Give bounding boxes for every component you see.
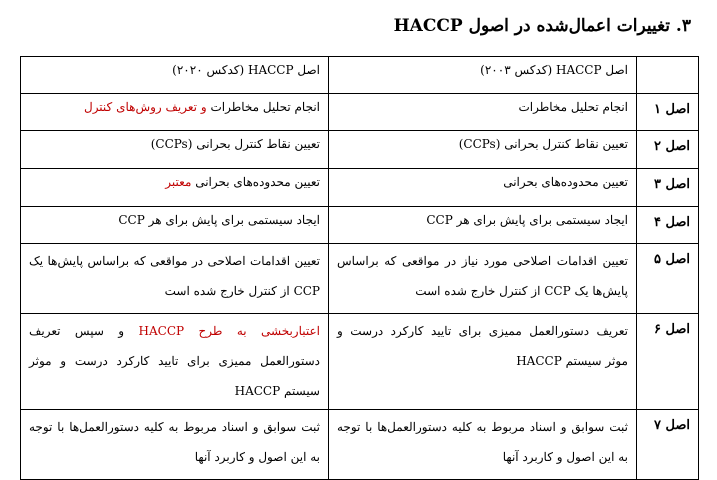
table-header-row [21, 57, 699, 94]
table-row [21, 314, 699, 410]
plain-text: انجام تحلیل مخاطرات [206, 100, 320, 114]
codex-2020-cell [21, 314, 329, 410]
codex-2003-cell: ثبت سوابق و اسناد مربوط به کلیه دستورالعمل‌ها با توجه به این اصول و کاربرد آنها [329, 410, 637, 480]
table-row [21, 207, 699, 244]
plain-text: تعیین محدوده‌های بحرانی [191, 175, 320, 189]
row-label: اصل ۷ [637, 410, 699, 480]
table-row [21, 131, 699, 169]
codex-2003-cell: تعریف دستورالعمل ممیزی برای تایید کارکرد درست و موثر سیستم HACCP [329, 314, 637, 410]
header-blank-cell [637, 57, 699, 94]
row-label: اصل ۴ [637, 207, 699, 244]
table-row [21, 94, 699, 131]
codex-2020-cell: ایجاد سیستمی برای پایش برای هر CCP [21, 207, 329, 244]
codex-2003-cell: تعیین اقدامات اصلاحی مورد نیاز در مواقعی که براساس پایش‌ها یک CCP از کنترل خارج شده است [329, 244, 637, 314]
haccp-changes-table [20, 56, 699, 480]
table-row [21, 410, 699, 480]
row-label: اصل ۲ [637, 131, 699, 169]
codex-2020-cell [21, 169, 329, 207]
codex-2003-cell: ایجاد سیستمی برای پایش برای هر CCP [329, 207, 637, 244]
changed-text: و تعریف روش‌های کنترل [83, 100, 207, 114]
row-label: اصل ۶ [637, 314, 699, 410]
table-row [21, 169, 699, 207]
row-label: اصل ۳ [637, 169, 699, 207]
codex-2003-cell: تعیین محدوده‌های بحرانی [329, 169, 637, 207]
row-label: اصل ۵ [637, 244, 699, 314]
changed-text: اعتباربخشی به طرح HACCP [138, 324, 320, 338]
codex-2020-cell: ثبت سوابق و اسناد مربوط به کلیه دستورالعمل‌ها با توجه به این اصول و کاربرد آنها [21, 410, 329, 480]
codex-2020-cell: تعیین اقدامات اصلاحی در مواقعی که براساس پایش‌ها یک CCP از کنترل خارج شده است [21, 244, 329, 314]
codex-2003-cell: تعیین نقاط کنترل بحرانی (CCPs) [329, 131, 637, 169]
plain-text: و سپس تعریف دستورالعمل ممیزی برای تایید کارکرد درست و موثر سیستم HACCP [29, 324, 320, 398]
codex-2020-cell [21, 94, 329, 131]
table-row [21, 244, 699, 314]
section-title: ۳. تغییرات اعمال‌شده در اصول HACCP [393, 16, 691, 36]
changed-text: معتبر [165, 175, 192, 189]
row-label: اصل ۱ [637, 94, 699, 131]
header-codex-2003: اصل HACCP (کدکس ۲۰۰۳) [329, 57, 637, 94]
codex-2020-cell: تعیین نقاط کنترل بحرانی (CCPs) [21, 131, 329, 169]
codex-2003-cell: انجام تحلیل مخاطرات [329, 94, 637, 131]
header-codex-2020: اصل HACCP (کدکس ۲۰۲۰) [21, 57, 329, 94]
